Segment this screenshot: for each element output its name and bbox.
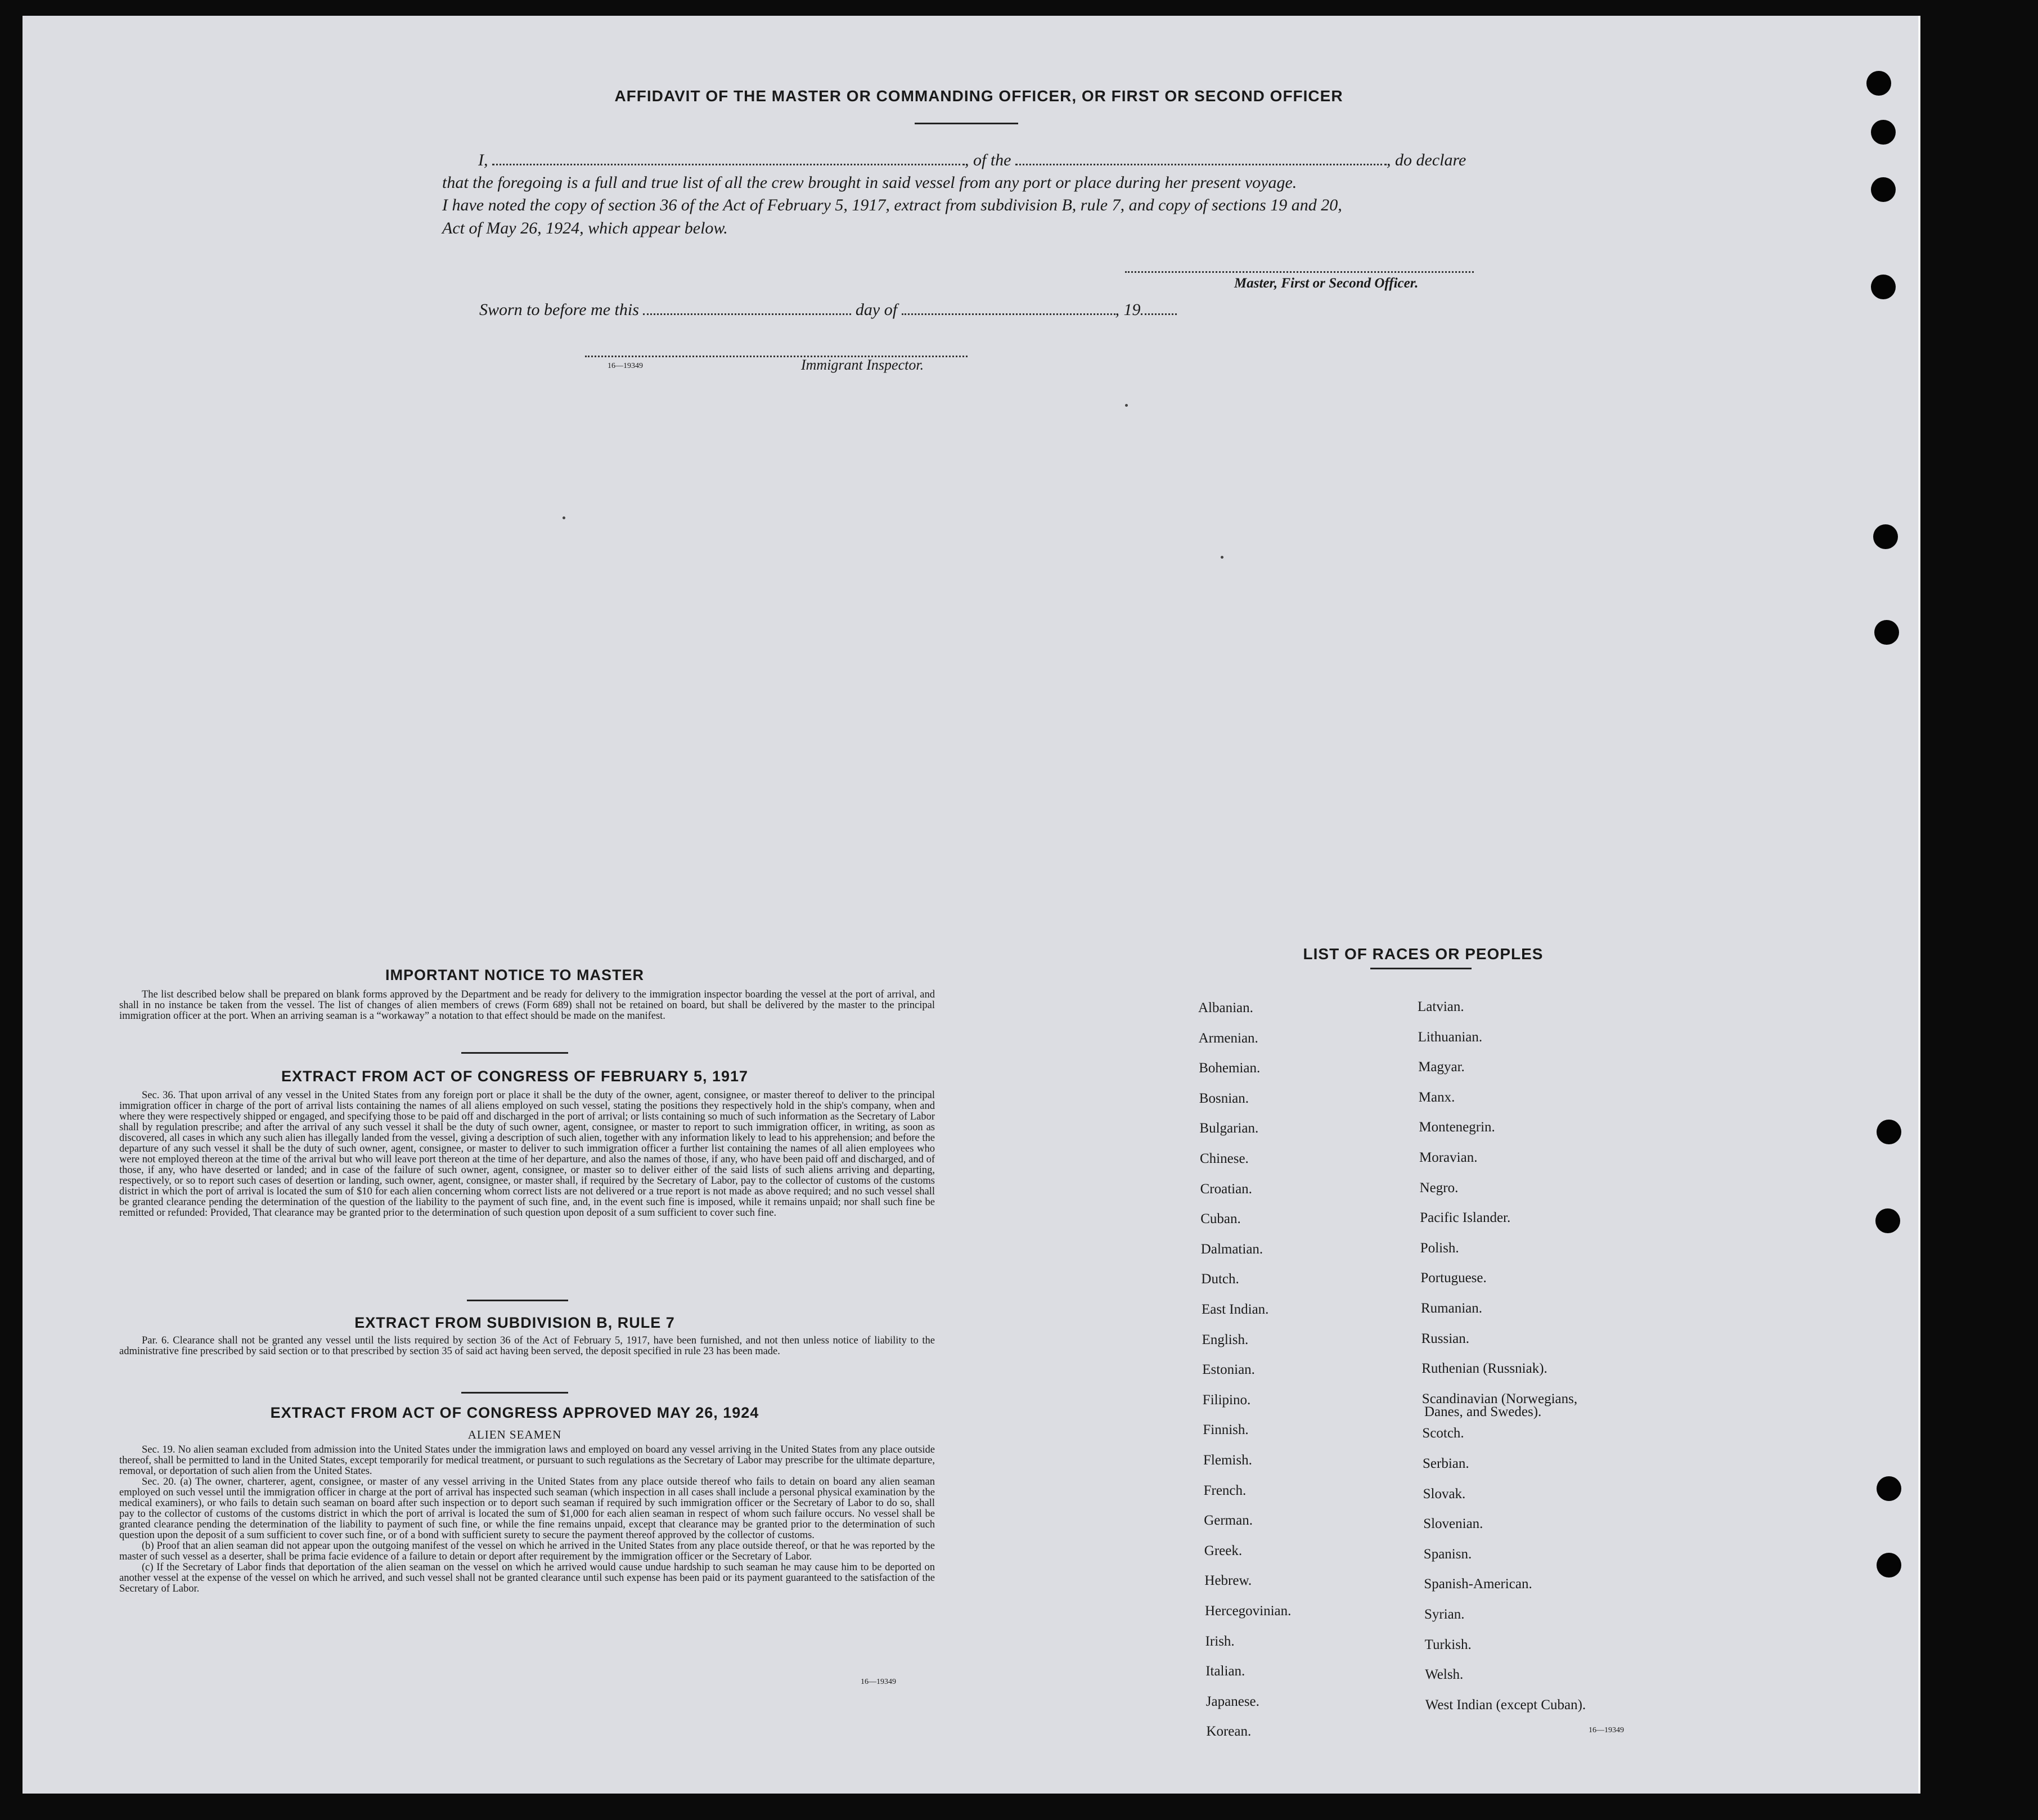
vessel-field[interactable]	[1015, 161, 1387, 165]
race-item: Rumanian.	[1421, 1301, 1483, 1316]
affidavit-line-3: I have noted the copy of section 36 of the Act of February 5, 1917, extract from subdivision B, rule 7, and copy of sections 19 and 20,	[442, 196, 1342, 214]
title-underline	[915, 123, 1018, 124]
race-item: West Indian (except Cuban).	[1425, 1697, 1586, 1713]
race-item: Korean.	[1206, 1724, 1252, 1740]
race-item: Bulgarian.	[1199, 1121, 1259, 1136]
section-divider	[467, 1300, 568, 1301]
sec-20c-paragraph: (c) If the Secretary of Labor finds that deportation of the alien seaman on the vessel on which he arrived would cause undue hardship to such seaman he may cause him to be deported on another vessel at the expense of the vessel on which he arrived, and such vessel shall not be granted clearance until such expense has been paid or its payment guaranteed to the satisfaction of the Secretary of Labor.	[119, 1562, 935, 1594]
race-item: Welsh.	[1425, 1667, 1464, 1683]
race-item: Spanisn.	[1423, 1546, 1472, 1562]
section-divider	[461, 1392, 568, 1394]
sworn-label: Sworn to before me this	[479, 300, 639, 319]
signature-field[interactable]	[1125, 269, 1474, 273]
race-item: Russian.	[1421, 1331, 1470, 1346]
scan-speck	[1221, 556, 1223, 559]
notice-text	[119, 990, 935, 1022]
race-item: Irish.	[1205, 1633, 1235, 1649]
punch-hole	[1877, 1120, 1901, 1144]
race-item: Bosnian.	[1199, 1090, 1249, 1106]
punch-hole	[1877, 1553, 1901, 1578]
race-item: Italian.	[1205, 1664, 1245, 1679]
extract-1917-title: EXTRACT FROM ACT OF CONGRESS OF FEBRUARY 5, 1917	[281, 1068, 749, 1085]
race-item: Filipino.	[1202, 1392, 1251, 1408]
section-divider	[461, 1052, 568, 1054]
punch-hole	[1866, 71, 1891, 96]
race-item: Hercegovinian.	[1205, 1603, 1292, 1619]
race-item: Slovenian.	[1423, 1516, 1483, 1532]
race-item: Montenegrin.	[1419, 1120, 1495, 1135]
race-item: Greek.	[1204, 1543, 1243, 1558]
race-item: Cuban.	[1200, 1211, 1241, 1227]
race-item: Negro.	[1419, 1180, 1459, 1196]
race-item: Scotch.	[1422, 1426, 1464, 1441]
extract-form-number: 16—19349	[861, 1678, 896, 1686]
do-declare-label: , do declare	[1387, 151, 1466, 169]
race-item: French.	[1203, 1482, 1247, 1498]
extract-1924-text	[119, 1445, 935, 1594]
race-item: Scandinavian (Norwegians,	[1421, 1391, 1578, 1406]
subdivision-b-text	[119, 1336, 935, 1357]
affidavit-title: AFFIDAVIT OF THE MASTER OR COMMANDING OFFICER, OR FIRST OR SECOND OFFICER	[614, 87, 1343, 105]
sworn-month-field[interactable]	[902, 311, 1115, 315]
punch-hole	[1875, 1208, 1900, 1233]
races-title: LIST OF RACES OR PEOPLES	[1303, 945, 1544, 963]
race-item: Portuguese.	[1420, 1270, 1487, 1286]
race-item: Ruthenian (Russniak).	[1421, 1361, 1547, 1377]
race-scandinavian-continuation: Danes, and Swedes).	[1424, 1404, 1542, 1419]
race-item: East Indian.	[1202, 1302, 1269, 1317]
race-item: Pacific Islander.	[1420, 1210, 1511, 1226]
notice-paragraph: The list described below shall be prepared on blank forms approved by the Department and be ready for delivery to the immigration inspector boarding the vessel at the port of arrival, and shall in no instance be taken from the vessel. The list of changes of alien members of crews (Form 689) shall not be retained on board, but shall be delivered by the master to the principal immigration officer at the port. When an arriving seaman is a “workaway” a notation to that effect should be made on the manifest.	[119, 989, 935, 1022]
race-item: Turkish.	[1424, 1637, 1472, 1652]
affidavit-line-1	[478, 151, 1466, 170]
race-item: Chinese.	[1200, 1151, 1249, 1166]
extract-1924-title: EXTRACT FROM ACT OF CONGRESS APPROVED MAY 26, 1924	[270, 1404, 759, 1421]
race-item: Manx.	[1418, 1089, 1455, 1105]
name-field[interactable]	[492, 161, 965, 165]
race-item: Dutch.	[1201, 1271, 1239, 1287]
i-label: I,	[478, 151, 488, 169]
sworn-line	[479, 300, 1177, 320]
punch-hole	[1877, 1476, 1901, 1501]
affidavit-form-number: 16—19349	[608, 362, 643, 370]
race-item: Spanish-American.	[1424, 1576, 1532, 1592]
scan-speck	[1125, 404, 1128, 407]
sworn-day-field[interactable]	[643, 311, 851, 315]
sec-36-paragraph: Sec. 36. That upon arrival of any vessel in the United States from any foreign port or place it shall be the duty of the owner, agent, consignee, or master thereof to deliver to the principal immigration officer in charge of the port of arrival lists containing the names of all aliens employed on such vessel, stating the positions they respectively hold in the ship's company, when and where they were respectively shipped or engaged, and specifying those to be paid off and discharged in the port of arrival; or lists containing so much of such information as the Secretary of Labor shall by regulation prescribe; and after the arrival of any such vessel it shall be the duty of such owner, agent, consignee, or master to report to such immigration officer, in writing, as soon as discovered, all cases in which any such alien has illegally landed from the vessel, giving a description of such alien, together with any information likely to lead to his apprehension; and before the departure of any such vessel it shall be the duty of such owner, agent, consignee, or master to deliver to such immigration officer a further list containing the names of all alien employees who were not employed thereon at the time of the arrival but who will leave port thereon at the time of her departure, and also the names of those, if any, who have been paid off and discharged, and of those, if any, who have deserted or landed; and in case of the failure of such owner, agent, consignee, or master so to deliver either of the said lists of such aliens arriving and departing, respectively, or so to report such cases of desertion or landing, such owner, agent, consignee, or master shall, if required by the Secretary of Labor, pay to the collector of customs of the customs district in which the port of arrival is located the sum of $10 for each alien concerning whom correct lists are not delivered or a true report is not made as above required; and no such vessel shall be granted clearance pending the determination of the question of the liability to the payment of such fine, and, in the event such fine is imposed, while it remains unpaid; nor shall such fine be remitted or refunded: Provided, That clearance may be granted prior to the determination of such question upon deposit of a sum sufficient to cover such fine.	[119, 1090, 935, 1219]
of-the-label: , of the	[965, 151, 1011, 169]
race-item: Flemish.	[1203, 1453, 1252, 1468]
sworn-year-field[interactable]	[1141, 311, 1177, 315]
affidavit-line-4: Act of May 26, 1924, which appear below.	[442, 219, 728, 237]
extract-1917-text	[119, 1090, 935, 1219]
punch-hole	[1871, 177, 1896, 202]
race-item: Albanian.	[1198, 1000, 1253, 1015]
sec-19-paragraph: Sec. 19. No alien seaman excluded from admission into the United States under the immigration laws and employed on board any vessel arriving in the United States from any place outside thereof, shall be permitted to land in the United States, except temporarily for medical treatment, or pursuant to such regulations as the Secretary of Labor may prescribe for the ultimate departure, removal, or deportation of such alien from the United States.	[119, 1444, 935, 1477]
inspector-label: Immigrant Inspector.	[801, 357, 924, 373]
subdivision-b-title: EXTRACT FROM SUBDIVISION B, RULE 7	[354, 1314, 675, 1331]
race-item: Dalmatian.	[1200, 1241, 1263, 1257]
race-item: German.	[1204, 1513, 1253, 1529]
race-item: Syrian.	[1424, 1607, 1465, 1622]
races-form-number: 16—19349	[1589, 1726, 1624, 1734]
race-item: Bohemian.	[1199, 1060, 1261, 1076]
race-item: Moravian.	[1419, 1150, 1478, 1165]
race-item: Finnish.	[1203, 1422, 1249, 1438]
punch-hole	[1873, 524, 1898, 549]
par-6-paragraph: Par. 6. Clearance shall not be granted any vessel until the lists required by section 36 of the Act of February 5, 1917, have been furnished, and not then unless notice of liability to the administrative fine prescribed by said section or to that prescribed by section 35 of said act having been served, the deposit specified in rule 23 has been made.	[119, 1335, 935, 1357]
race-item: Polish.	[1420, 1240, 1459, 1256]
race-item: Croatian.	[1200, 1181, 1252, 1197]
year-label: , 19	[1115, 300, 1141, 319]
day-of-label: day of	[855, 300, 898, 319]
sec-20b-paragraph: (b) Proof that an alien seaman did not appear upon the outgoing manifest of the vessel on which he arrived in the United States from any place outside thereof, or that he was reported by the master of such vessel as a deserter, shall be prima facie evidence of a failure to detain or deport after requirement by the immigration officer or the Secretary of Labor.	[119, 1540, 935, 1562]
race-item: Lithuanian.	[1418, 1029, 1483, 1045]
punch-hole	[1871, 275, 1896, 299]
race-item: Hebrew.	[1204, 1573, 1252, 1589]
race-item: English.	[1202, 1332, 1249, 1347]
race-item: Slovak.	[1423, 1486, 1466, 1502]
affidavit-line-2: that the foregoing is a full and true list of all the crew brought in said vessel from any port or place during her present voyage.	[442, 173, 1297, 192]
race-item: Latvian.	[1418, 999, 1464, 1014]
sec-20a-paragraph: Sec. 20. (a) The owner, charterer, agent, consignee, or master of any vessel arriving in the United States from any place outside thereof who fails to detain on board any alien seaman employed on such vessel until the immigration officer in charge at the port of arrival has inspected such seaman (which inspection in all cases shall include a personal physical examination by the medical examiners), or who fails to detain such seaman on board after such inspection or to deport such seaman if required by such immigration officer or the Secretary of Labor to do so, shall pay to the collector of customs of the customs district in which the port of arrival is located the sum of $1,000 for each alien seaman in respect of whom such failure occurs. No vessel shall be granted clearance pending the determination of the liability to payment of such fine, or while the fine remains unpaid, except that clearance may be granted prior to the determination of such question upon the deposit of a sum sufficient to cover such fine, or of a bond with sufficient surety to secure the payment thereof approved by the collector of customs.	[119, 1476, 935, 1541]
scan-speck	[563, 516, 565, 519]
notice-title: IMPORTANT NOTICE TO MASTER	[385, 967, 644, 983]
punch-hole	[1874, 620, 1899, 645]
race-item: Armenian.	[1198, 1030, 1258, 1046]
signature-label: Master, First or Second Officer.	[1234, 276, 1419, 291]
races-title-underline	[1370, 968, 1472, 969]
race-item: Serbian.	[1423, 1456, 1469, 1471]
alien-seamen-subtitle: ALIEN SEAMEN	[467, 1428, 562, 1441]
punch-hole	[1871, 120, 1896, 145]
document-page	[23, 16, 1920, 1794]
race-item: Estonian.	[1202, 1362, 1255, 1378]
race-item: Magyar.	[1418, 1059, 1465, 1075]
race-item: Japanese.	[1205, 1693, 1259, 1709]
